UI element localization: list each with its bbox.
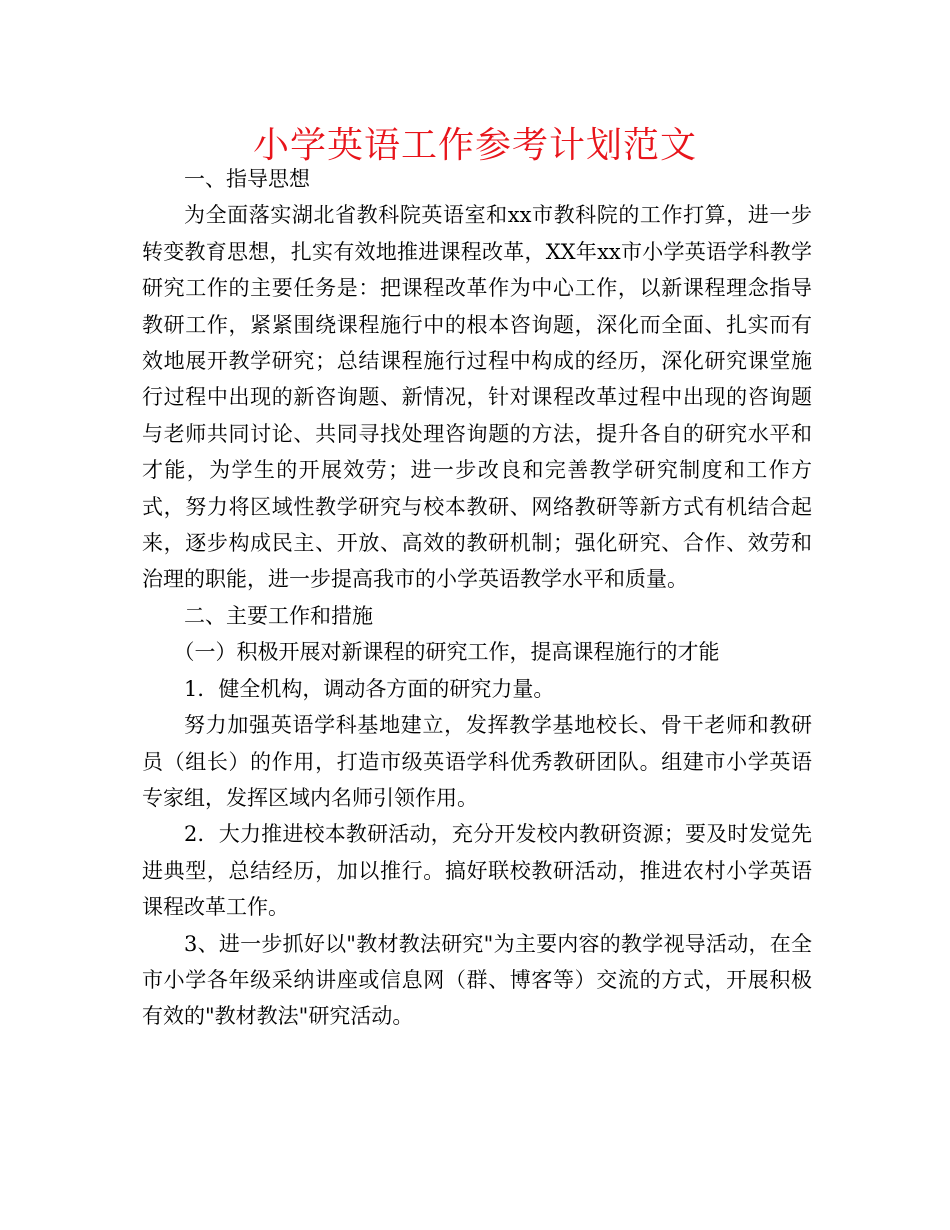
document-title: 小学英语工作参考计划范文 — [252, 125, 697, 166]
paragraph-item-1-detail: 努力加强英语学科基地建立，发挥教学基地校长、骨干老师和教研员（组长）的作用，打造市级英语学科优秀教研团队。组建市小学英语专家组，发挥区域内名师引领作用。 — [142, 713, 812, 810]
section-heading-2: 二、主要工作和措施 — [184, 603, 373, 628]
list-item-1: 1．健全机构，调动各方面的研究力量。 — [184, 676, 555, 701]
list-item-3: 3、进一步抓好以"教材教法研究"为主要内容的教学视导活动，在全市小学各年级采纳讲座或信息网（群、博客等）交流的方式，开展积极有效的"教材教法"研究活动。 — [142, 931, 812, 1029]
section-heading-1: 一、指导思想 — [184, 167, 310, 191]
subsection-heading-1: （一）积极开展对新课程的研究工作，提高课程施行的才能 — [173, 640, 720, 665]
list-item-2: 2．大力推进校本教研活动，充分开发校内教研资源；要及时发觉先进典型，总结经历，加以推行。搞好联校教研活动，推进农村小学英语课程改革工作。 — [142, 822, 812, 920]
paragraph-guiding-thought: 为全面落实湖北省教科院英语室和xx市教科院的工作打算，进一步转变教育思想，扎实有效地推进课程改革，XX年xx市小学英语学科教学研究工作的主要任务是：把课程改革作为中心工作，以新课程理念指导教研工作，紧紧围绕课程施行中的根本咨询题，深化而全面、扎实而有效地展开教学研究；总结课程施行过程中构成的经历，深化研究课堂施行过程中出现的新咨询题、新情况，针对课程改革过程中出现的咨询题与老师共同讨论、共同寻找处理咨询题的方法，提升各自的研究水平和才能，为学生的开展效劳；进一步改良和完善教学研究制度和工作方式，努力将区域性教学研究与校本教研、网络教研等新方式有机结合起来，逐步构成民主、开放、高效的教研机制；强化研究、合作、效劳和治理的职能，进一步提高我市的小学英语教学水平和质量。 — [142, 203, 812, 592]
document-body — [142, 161, 812, 1035]
